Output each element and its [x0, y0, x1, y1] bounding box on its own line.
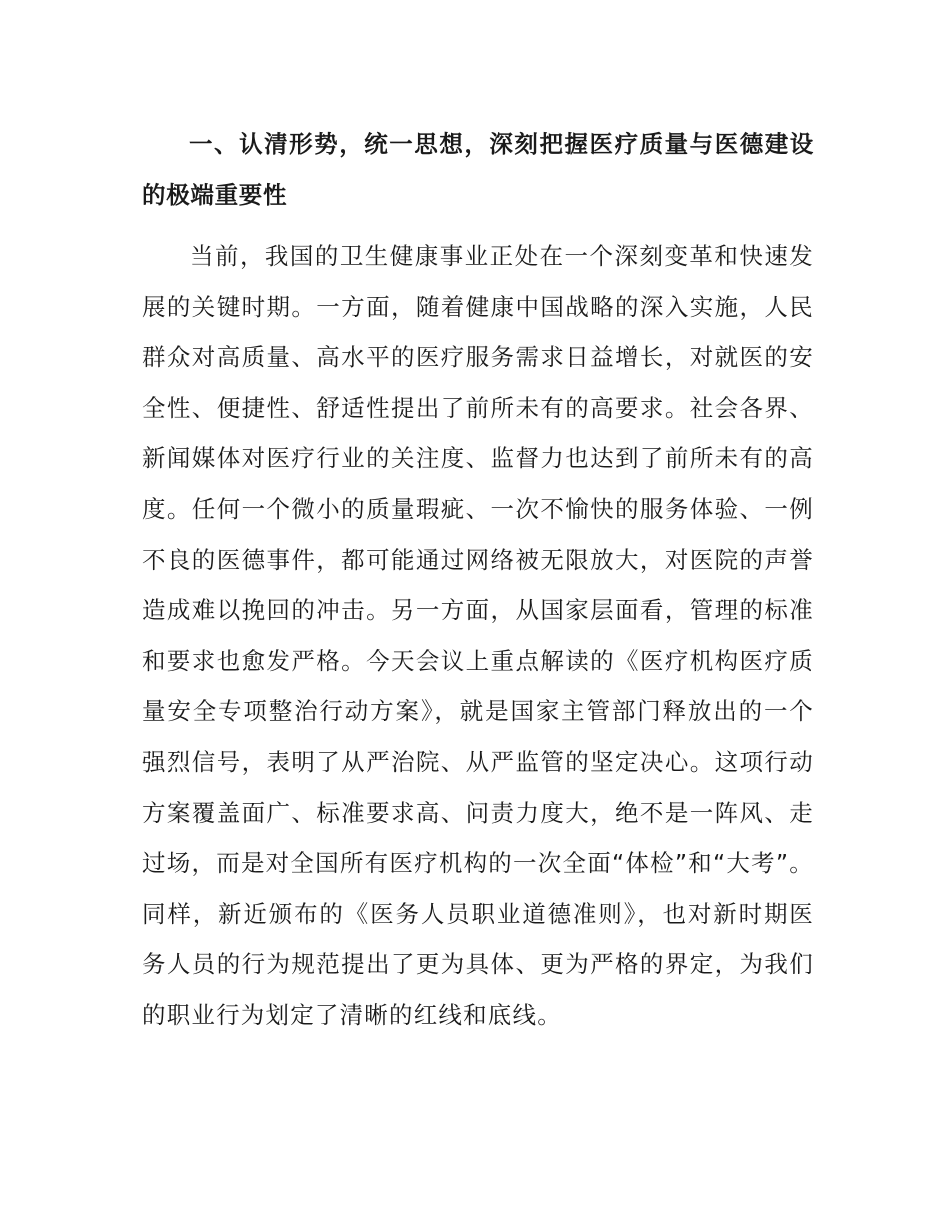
- body-paragraph: 当前，我国的卫生健康事业正处在一个深刻变革和快速发展的关键时期。一方面，随着健康中国战略的深入实施，人民群众对高质量、高水平的医疗服务需求日益增长，对就医的安全性、便捷性、舒适性提出了前所未有的高要求。社会各界、新闻媒体对医疗行业的关注度、监督力也达到了前所未有的高度。任何一个微小的质量瑕疵、一次不愉快的服务体验、一例不良的医德事件，都可能通过网络被无限放大，对医院的声誉造成难以挽回的冲击。另一方面，从国家层面看，管理的标准和要求也愈发严格。今天会议上重点解读的《医疗机构医疗质量安全专项整治行动方案》，就是国家主管部门释放出的一个强烈信号，表明了从严治院、从严监管的坚定决心。这项行动方案覆盖面广、标准要求高、问责力度大，绝不是一阵风、走过场，而是对全国所有医疗机构的一次全面“体检”和“大考”。同样，新近颁布的《医务人员职业道德准则》，也对新时期医务人员的行为规范提出了更为具体、更为严格的界定，为我们的职业行为划定了清晰的红线和底线。: [142, 242, 814, 1029]
- section-heading: 一、认清形势，统一思想，深刻把握医疗质量与医德建设的极端重要性: [142, 130, 814, 209]
